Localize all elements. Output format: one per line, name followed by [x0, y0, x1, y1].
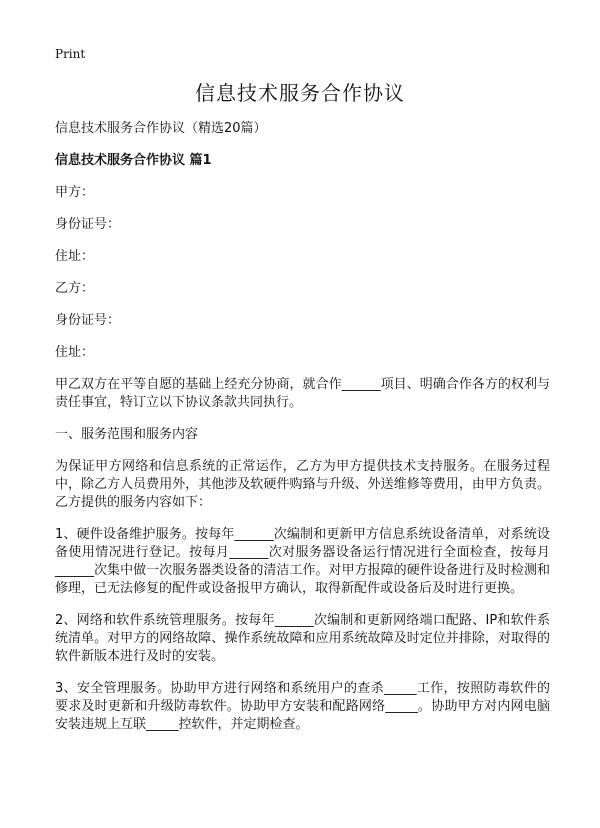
clause-item-3: 3、安全管理服务。协助甲方进行网络和系统用户的查杀_____工作，按照防毒软件的要求及时更新和升级防毒软件。协助甲方安装和配路网络_____。协助甲方对内网电脑安装违规上互联_____控软件，并定期检查。: [55, 681, 550, 732]
clause-item-2: 2、网络和软件系统管理服务。按每年______次编制和更新网络端口配路、IP和软件系统清单。对甲方的网络故障、操作系统故障和应用系统故障及时定位并排除，对取得的软件新版本进行及时的安装。: [55, 613, 550, 664]
print-link[interactable]: Print: [55, 47, 86, 61]
intro-paragraph: 甲乙双方在平等自愿的基础上经充分协商，就合作______项目、明确合作各方的权利与责任事宜，特订立以下协议条款共同执行。: [55, 377, 550, 410]
clause-item-1: 1、硬件设备维护服务。按每年______次编制和更新甲方信息系统设备清单，对系统设备使用情况进行登记。按每月______次对服务器设备运行情况进行全面检查，按每月______次集中做一次服务器类设备的清洁工作。对甲方报障的硬件设备进行及时检测和修理，已无法修复的配件或设备报甲方确认，取得新配件或设备后及时进行更换。: [55, 527, 550, 596]
page-title: 信息技术服务合作协议: [195, 81, 405, 105]
address-a-field: 住址：: [55, 249, 95, 264]
document-subtitle: 信息技术服务合作协议（精选20篇）: [55, 121, 267, 136]
id-b-field: 身份证号：: [55, 313, 121, 328]
id-a-field: 身份证号：: [55, 217, 121, 232]
clause1-heading: 一、服务范围和服务内容: [55, 427, 199, 442]
clause1-body: 为保证甲方网络和信息系统的正常运作，乙方为甲方提供技术支持服务。在服务过程中，除乙方人员费用外，其他涉及软硬件购臵与升级、外送维修等费用，由甲方负责。乙方提供的服务内容如下：: [55, 459, 550, 510]
document-body: [55, 120, 550, 734]
address-b-field: 住址：: [55, 345, 95, 360]
party-b-field: 乙方：: [55, 281, 95, 296]
party-a-field: 甲方：: [55, 185, 95, 200]
section-heading: 信息技术服务合作协议 篇1: [55, 153, 212, 168]
